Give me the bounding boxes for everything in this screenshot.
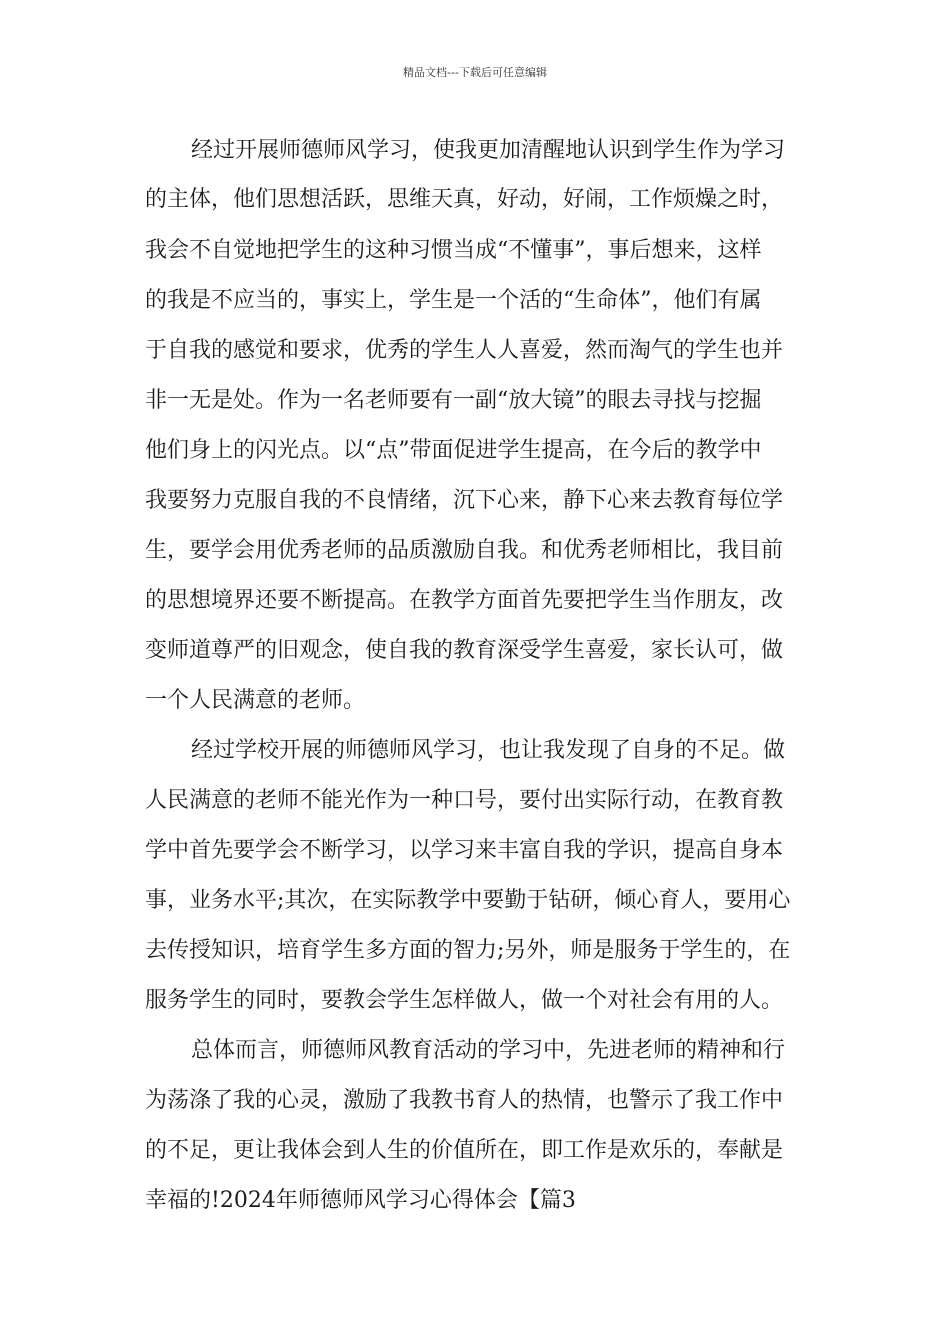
text-line: 一个人民满意的老师。 [145,688,366,713]
text-line: 的思想境界还要不断提高。在教学方面首先要把学生当作朋友，改 [145,588,784,613]
text-line: 人民满意的老师不能光作为一种口号，要付出实际行动，在教育教 [145,788,784,813]
text-line: 学中首先要学会不断学习，以学习来丰富自我的学识，提高自身本 [145,838,784,863]
text-line: 他们身上的闪光点。以“点”带面促进学生提高，在今后的教学中 [145,438,762,463]
text-line: 我要努力克服自我的不良情绪，沉下心来，静下心来去教育每位学 [145,488,784,513]
text-line: 的我是不应当的，事实上，学生是一个活的“生命体”，他们有属 [145,288,762,313]
text-line: 事，业务水平;其次，在实际教学中要勤于钻研，倾心育人，要用心 [145,888,791,913]
text-line: 的主体，他们思想活跃，思维天真，好动，好闹，工作烦燥之时， [145,187,784,212]
text-line: 为荡涤了我的心灵，激励了我教书育人的热情，也警示了我工作中 [145,1088,784,1113]
text-line: 经过学校开展的师德师风学习，也让我发现了自身的不足。做 [191,738,786,763]
text-line: 于自我的感觉和要求，优秀的学生人人喜爱，然而淘气的学生也并 [145,338,784,363]
text-line: 幸福的!2024年师德师风学习心得体会【篇3 [145,1188,576,1213]
text-line: 变师道尊严的旧观念，使自我的教育深受学生喜爱，家长认可，做 [145,638,784,663]
text-line: 去传授知识，培育学生多方面的智力;另外，师是服务于学生的，在 [145,938,791,963]
text-line: 我会不自觉地把学生的这种习惯当成“不懂事”，事后想来，这样 [145,238,762,263]
text-line: 非一无是处。作为一名老师要有一副“放大镜”的眼去寻找与挖掘 [145,388,762,413]
page-header: 精品文档---下载后可任意编辑 [403,66,547,79]
text-line: 经过开展师德师风学习，使我更加清醒地认识到学生作为学习 [191,138,786,163]
text-line: 的不足，更让我体会到人生的价值所在，即工作是欢乐的，奉献是 [145,1138,784,1163]
text-line: 服务学生的同时，要教会学生怎样做人，做一个对社会有用的人。 [145,988,784,1013]
text-line: 生，要学会用优秀老师的品质激励自我。和优秀老师相比，我目前 [145,538,784,563]
text-line: 总体而言，师德师风教育活动的学习中，先进老师的精神和行 [191,1038,786,1063]
